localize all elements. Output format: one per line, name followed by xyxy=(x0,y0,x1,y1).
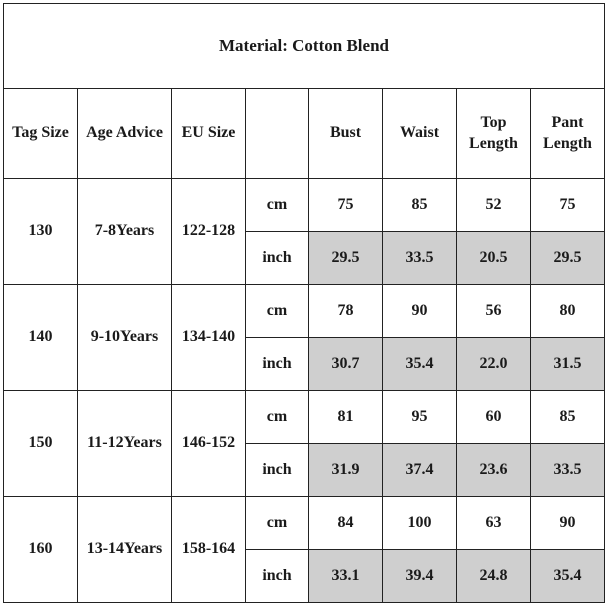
bust-cell: 33.1 xyxy=(309,550,383,603)
eu-size-cell: 146-152 xyxy=(172,391,246,497)
eu-size-cell: 122-128 xyxy=(172,179,246,285)
header-age-advice: Age Advice xyxy=(78,89,172,179)
age-advice-cell: 13-14Years xyxy=(78,497,172,603)
pant-length-cell: 90 xyxy=(531,497,605,550)
waist-cell: 100 xyxy=(383,497,457,550)
unit-cell: inch xyxy=(246,338,309,391)
material-title: Material: Cotton Blend xyxy=(4,4,605,89)
tag-size-cell: 150 xyxy=(4,391,78,497)
top-length-cell: 20.5 xyxy=(457,232,531,285)
title-row xyxy=(4,4,605,89)
header-eu-size: EU Size xyxy=(172,89,246,179)
waist-cell: 90 xyxy=(383,285,457,338)
tag-size-cell: 140 xyxy=(4,285,78,391)
header-bust: Bust xyxy=(309,89,383,179)
unit-cell: cm xyxy=(246,179,309,232)
header-top-length: Top Length xyxy=(457,89,531,179)
eu-size-cell: 134-140 xyxy=(172,285,246,391)
table-row xyxy=(4,179,605,232)
header-waist: Waist xyxy=(383,89,457,179)
waist-cell: 95 xyxy=(383,391,457,444)
pant-length-cell: 31.5 xyxy=(531,338,605,391)
waist-cell: 85 xyxy=(383,179,457,232)
top-length-cell: 63 xyxy=(457,497,531,550)
unit-cell: inch xyxy=(246,232,309,285)
unit-cell: cm xyxy=(246,391,309,444)
waist-cell: 35.4 xyxy=(383,338,457,391)
bust-cell: 29.5 xyxy=(309,232,383,285)
waist-cell: 39.4 xyxy=(383,550,457,603)
age-advice-cell: 11-12Years xyxy=(78,391,172,497)
pant-length-cell: 29.5 xyxy=(531,232,605,285)
table-row xyxy=(4,391,605,444)
table-row xyxy=(4,285,605,338)
top-length-cell: 52 xyxy=(457,179,531,232)
bust-cell: 84 xyxy=(309,497,383,550)
pant-length-cell: 35.4 xyxy=(531,550,605,603)
unit-cell: inch xyxy=(246,550,309,603)
bust-cell: 30.7 xyxy=(309,338,383,391)
age-advice-cell: 9-10Years xyxy=(78,285,172,391)
tag-size-cell: 160 xyxy=(4,497,78,603)
unit-cell: cm xyxy=(246,285,309,338)
header-pant-length: Pant Length xyxy=(531,89,605,179)
top-length-cell: 22.0 xyxy=(457,338,531,391)
unit-cell: inch xyxy=(246,444,309,497)
age-advice-cell: 7-8Years xyxy=(78,179,172,285)
table-row xyxy=(4,497,605,550)
header-row xyxy=(4,89,605,179)
top-length-cell: 60 xyxy=(457,391,531,444)
waist-cell: 37.4 xyxy=(383,444,457,497)
top-length-cell: 23.6 xyxy=(457,444,531,497)
top-length-cell: 24.8 xyxy=(457,550,531,603)
bust-cell: 75 xyxy=(309,179,383,232)
tag-size-cell: 130 xyxy=(4,179,78,285)
pant-length-cell: 75 xyxy=(531,179,605,232)
unit-cell: cm xyxy=(246,497,309,550)
bust-cell: 81 xyxy=(309,391,383,444)
bust-cell: 31.9 xyxy=(309,444,383,497)
header-tag-size: Tag Size xyxy=(4,89,78,179)
bust-cell: 78 xyxy=(309,285,383,338)
top-length-cell: 56 xyxy=(457,285,531,338)
pant-length-cell: 85 xyxy=(531,391,605,444)
size-chart-table xyxy=(3,3,605,603)
eu-size-cell: 158-164 xyxy=(172,497,246,603)
waist-cell: 33.5 xyxy=(383,232,457,285)
header-unit xyxy=(246,89,309,179)
pant-length-cell: 80 xyxy=(531,285,605,338)
pant-length-cell: 33.5 xyxy=(531,444,605,497)
